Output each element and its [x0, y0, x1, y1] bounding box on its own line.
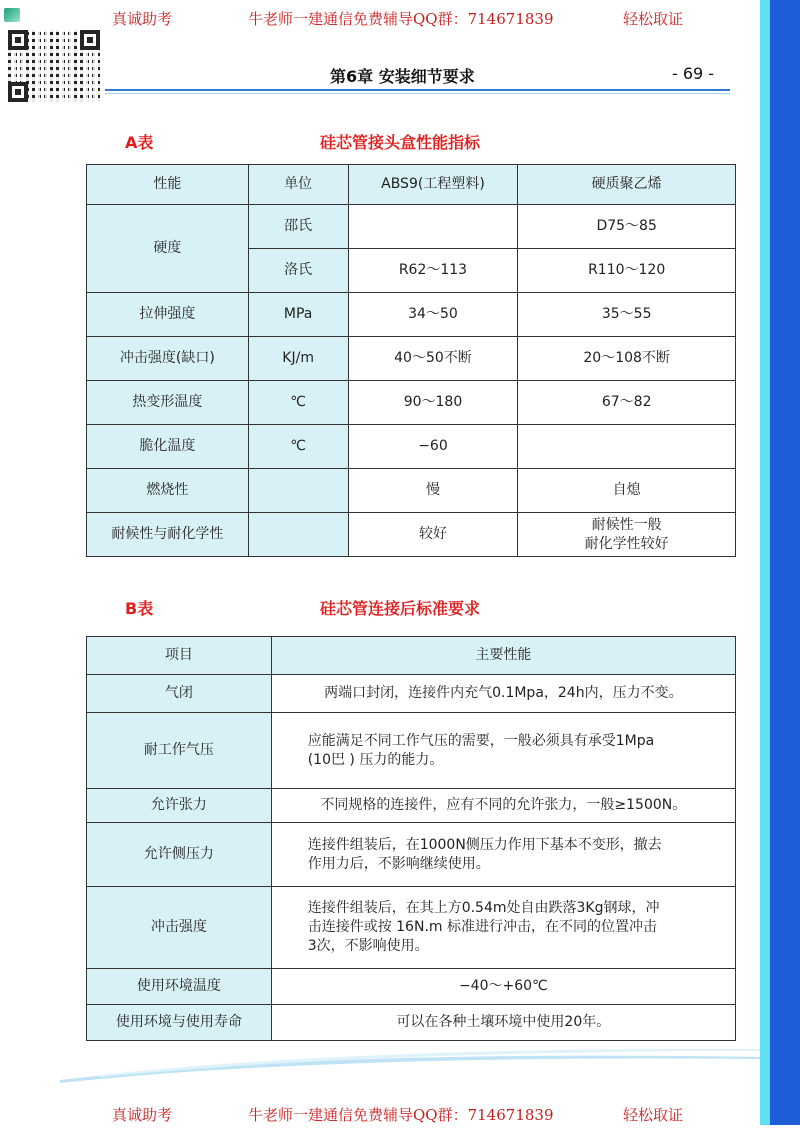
banner-left-text: 真诚助考: [112, 1106, 173, 1124]
column-header: 性能: [87, 165, 249, 205]
table-a-header-row: [87, 165, 736, 205]
column-header: 单位: [248, 165, 348, 205]
banner-middle-text: 牛老师一建通信免费辅导QQ群：714671839: [248, 1106, 554, 1124]
banner-left-text: 真诚助考: [112, 10, 173, 28]
property-cell: 热变形温度: [87, 381, 249, 425]
top-banner: [0, 2, 760, 32]
hardness-cell: 硬度: [87, 205, 249, 293]
table-row: [87, 293, 736, 337]
column-header: ABS9(工程塑料): [348, 165, 518, 205]
performance-line: 击连接件或按 16N.m 标准进行冲击，在不同的位置冲击: [307, 919, 657, 935]
side-strip-blue: [770, 0, 800, 1125]
performance-line: −40～+60℃: [458, 978, 548, 994]
item-cell: 冲击强度: [87, 887, 272, 969]
property-cell: 脆化温度: [87, 425, 249, 469]
chapter-title: 第6章 安装细节要求: [330, 67, 475, 86]
item-cell: 允许张力: [87, 789, 272, 823]
table-row: [87, 887, 736, 969]
side-strip-cyan: [760, 0, 770, 1125]
performance-cell: [271, 675, 735, 713]
performance-line: 连接件组装后，在1000N侧压力作用下基本不变形，撤去: [307, 836, 662, 853]
abs-cell: 40～50不断: [348, 337, 518, 381]
performance-line: 两端口封闭，连接件内充气0.1Mpa，24h内，压力不变。: [324, 685, 683, 701]
table-row: [87, 1005, 736, 1041]
pe-cell: R110～120: [518, 249, 736, 293]
performance-cell: [271, 969, 735, 1005]
table-row: [87, 337, 736, 381]
table-row: [87, 513, 736, 557]
property-cell: 燃烧性: [87, 469, 249, 513]
unit-cell: 邵氏: [248, 205, 348, 249]
table-row: [87, 713, 736, 789]
section-a-label: A表: [125, 133, 154, 152]
performance-line: 3次，不影响使用。: [307, 938, 429, 954]
pe-cell: 67～82: [518, 381, 736, 425]
abs-cell: 慢: [348, 469, 518, 513]
table-row: [87, 381, 736, 425]
performance-cell: [271, 1005, 735, 1041]
pe-cell: D75～85: [518, 205, 736, 249]
performance-cell: [271, 823, 735, 887]
performance-line: 不同规格的连接件，应有不同的允许张力，一般≥1500N。: [320, 797, 687, 813]
performance-cell: [271, 887, 735, 969]
table-b: [86, 636, 736, 1041]
header-divider: [105, 89, 730, 91]
item-cell: 气闭: [87, 675, 272, 713]
performance-line: (10巴 ) 压力的能力。: [307, 751, 444, 768]
performance-cell: [271, 713, 735, 789]
performance-line: 连接件组装后，在其上方0.54m处自由跌落3Kg钢球，冲: [307, 900, 660, 916]
pe-cell: [518, 513, 736, 557]
decorative-swoosh: [60, 1045, 760, 1095]
table-row: [87, 469, 736, 513]
publisher-logo: [4, 6, 54, 26]
unit-cell: [248, 513, 348, 557]
pe-cell: 35～55: [518, 293, 736, 337]
abs-cell: −60: [348, 425, 518, 469]
column-header: 项目: [87, 637, 272, 675]
pe-cell: [518, 425, 736, 469]
abs-cell: 34～50: [348, 293, 518, 337]
abs-cell: 较好: [348, 513, 518, 557]
unit-cell: ℃: [248, 381, 348, 425]
table-row: [87, 675, 736, 713]
abs-cell: [348, 205, 518, 249]
item-cell: 使用环境与使用寿命: [87, 1005, 272, 1041]
pe-line: 耐化学性较好: [584, 535, 669, 552]
table-row: [87, 425, 736, 469]
table-row: [87, 969, 736, 1005]
banner-middle-text: 牛老师一建通信免费辅导QQ群：714671839: [248, 10, 554, 28]
unit-cell: ℃: [248, 425, 348, 469]
unit-cell: KJ/m: [248, 337, 348, 381]
unit-cell: MPa: [248, 293, 348, 337]
table-row: [87, 205, 736, 249]
section-b-label: B表: [125, 599, 154, 618]
section-a-title: 硅芯管接头盒性能指标: [320, 133, 481, 152]
property-cell: 拉伸强度: [87, 293, 249, 337]
page-number: - 69 -: [672, 64, 715, 83]
item-cell: 使用环境温度: [87, 969, 272, 1005]
table-a: [86, 164, 736, 557]
pe-line: 耐候性一般: [591, 516, 662, 533]
column-header: 主要性能: [271, 637, 735, 675]
column-header: 硬质聚乙烯: [518, 165, 736, 205]
pe-cell: 20～108不断: [518, 337, 736, 381]
performance-line: 作用力后，不影响继续使用。: [307, 855, 490, 872]
abs-cell: 90～180: [348, 381, 518, 425]
performance-line: 可以在各种土壤环境中使用20年。: [396, 1014, 611, 1030]
property-cell: 冲击强度(缺口): [87, 337, 249, 381]
banner-right-text: 轻松取证: [623, 10, 684, 28]
qr-code: [8, 30, 100, 102]
table-row: [87, 789, 736, 823]
bottom-banner: [0, 1098, 760, 1128]
table-row: [87, 823, 736, 887]
pe-cell: 自熄: [518, 469, 736, 513]
property-cell: 耐候性与耐化学性: [87, 513, 249, 557]
abs-cell: R62～113: [348, 249, 518, 293]
header-divider-thin: [105, 93, 730, 94]
table-b-header-row: [87, 637, 736, 675]
performance-cell: [271, 789, 735, 823]
performance-line: 应能满足不同工作气压的需要，一般必须具有承受1Mpa: [307, 732, 655, 749]
unit-cell: 洛氏: [248, 249, 348, 293]
section-b-title: 硅芯管连接后标准要求: [320, 599, 481, 618]
item-cell: 耐工作气压: [87, 713, 272, 789]
banner-right-text: 轻松取证: [623, 1106, 684, 1124]
logo-mark-icon: [4, 8, 20, 22]
item-cell: 允许侧压力: [87, 823, 272, 887]
unit-cell: [248, 469, 348, 513]
